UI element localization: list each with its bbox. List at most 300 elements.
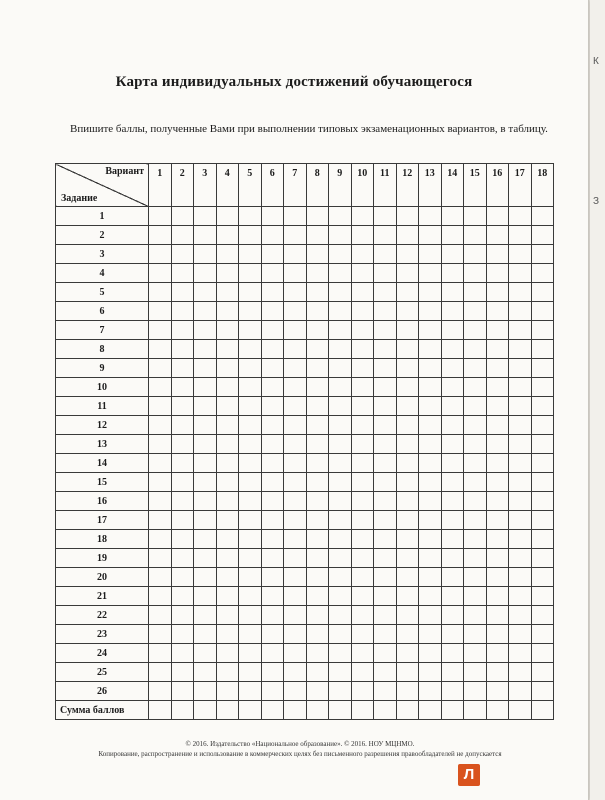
score-cell[interactable]: [396, 340, 419, 359]
score-cell[interactable]: [374, 302, 397, 321]
score-cell[interactable]: [464, 663, 487, 682]
score-cell[interactable]: [306, 644, 329, 663]
score-cell[interactable]: [216, 302, 239, 321]
score-cell[interactable]: [284, 321, 307, 340]
score-cell[interactable]: [486, 207, 509, 226]
score-cell[interactable]: [486, 473, 509, 492]
score-cell[interactable]: [149, 587, 172, 606]
score-cell[interactable]: [216, 340, 239, 359]
score-cell[interactable]: [486, 492, 509, 511]
score-cell[interactable]: [419, 454, 442, 473]
score-cell[interactable]: [396, 663, 419, 682]
score-cell[interactable]: [149, 644, 172, 663]
score-cell[interactable]: [419, 511, 442, 530]
score-cell[interactable]: [329, 625, 352, 644]
score-cell[interactable]: [441, 663, 464, 682]
score-cell[interactable]: [441, 245, 464, 264]
sum-score-cell[interactable]: [284, 701, 307, 720]
sum-score-cell[interactable]: [486, 701, 509, 720]
score-cell[interactable]: [284, 682, 307, 701]
score-cell[interactable]: [329, 549, 352, 568]
score-cell[interactable]: [351, 663, 374, 682]
score-cell[interactable]: [486, 606, 509, 625]
score-cell[interactable]: [509, 606, 532, 625]
score-cell[interactable]: [306, 302, 329, 321]
score-cell[interactable]: [486, 530, 509, 549]
score-cell[interactable]: [419, 226, 442, 245]
score-cell[interactable]: [374, 283, 397, 302]
score-cell[interactable]: [509, 625, 532, 644]
score-cell[interactable]: [306, 473, 329, 492]
score-cell[interactable]: [239, 530, 262, 549]
score-cell[interactable]: [171, 587, 194, 606]
score-cell[interactable]: [396, 321, 419, 340]
sum-score-cell[interactable]: [306, 701, 329, 720]
score-cell[interactable]: [171, 245, 194, 264]
score-cell[interactable]: [531, 397, 554, 416]
score-cell[interactable]: [329, 378, 352, 397]
score-cell[interactable]: [441, 226, 464, 245]
score-cell[interactable]: [464, 378, 487, 397]
score-cell[interactable]: [509, 492, 532, 511]
score-cell[interactable]: [306, 454, 329, 473]
score-cell[interactable]: [441, 454, 464, 473]
score-cell[interactable]: [464, 340, 487, 359]
score-cell[interactable]: [284, 492, 307, 511]
score-cell[interactable]: [441, 682, 464, 701]
score-cell[interactable]: [239, 682, 262, 701]
score-cell[interactable]: [464, 682, 487, 701]
score-cell[interactable]: [374, 207, 397, 226]
score-cell[interactable]: [171, 207, 194, 226]
score-cell[interactable]: [171, 226, 194, 245]
score-cell[interactable]: [509, 264, 532, 283]
score-cell[interactable]: [149, 492, 172, 511]
score-cell[interactable]: [486, 416, 509, 435]
score-cell[interactable]: [216, 264, 239, 283]
score-cell[interactable]: [486, 397, 509, 416]
score-cell[interactable]: [216, 378, 239, 397]
score-cell[interactable]: [149, 435, 172, 454]
score-cell[interactable]: [194, 606, 217, 625]
score-cell[interactable]: [419, 321, 442, 340]
score-cell[interactable]: [284, 397, 307, 416]
score-cell[interactable]: [419, 378, 442, 397]
score-cell[interactable]: [464, 245, 487, 264]
score-cell[interactable]: [149, 416, 172, 435]
score-cell[interactable]: [509, 587, 532, 606]
score-cell[interactable]: [284, 568, 307, 587]
score-cell[interactable]: [261, 473, 284, 492]
score-cell[interactable]: [486, 625, 509, 644]
score-cell[interactable]: [171, 682, 194, 701]
score-cell[interactable]: [351, 207, 374, 226]
score-cell[interactable]: [261, 549, 284, 568]
score-cell[interactable]: [261, 435, 284, 454]
score-cell[interactable]: [149, 340, 172, 359]
score-cell[interactable]: [351, 226, 374, 245]
score-cell[interactable]: [329, 435, 352, 454]
score-cell[interactable]: [374, 454, 397, 473]
score-cell[interactable]: [306, 397, 329, 416]
score-cell[interactable]: [171, 302, 194, 321]
score-cell[interactable]: [531, 663, 554, 682]
score-cell[interactable]: [329, 606, 352, 625]
score-cell[interactable]: [194, 226, 217, 245]
score-cell[interactable]: [171, 625, 194, 644]
score-cell[interactable]: [216, 473, 239, 492]
score-cell[interactable]: [171, 283, 194, 302]
score-cell[interactable]: [239, 473, 262, 492]
score-cell[interactable]: [306, 435, 329, 454]
score-cell[interactable]: [149, 454, 172, 473]
score-cell[interactable]: [464, 397, 487, 416]
score-cell[interactable]: [239, 226, 262, 245]
sum-score-cell[interactable]: [149, 701, 172, 720]
score-cell[interactable]: [419, 416, 442, 435]
score-cell[interactable]: [531, 549, 554, 568]
score-cell[interactable]: [284, 302, 307, 321]
score-cell[interactable]: [509, 207, 532, 226]
score-cell[interactable]: [149, 549, 172, 568]
score-cell[interactable]: [464, 587, 487, 606]
score-cell[interactable]: [441, 359, 464, 378]
score-cell[interactable]: [441, 473, 464, 492]
score-cell[interactable]: [194, 321, 217, 340]
score-cell[interactable]: [216, 663, 239, 682]
score-cell[interactable]: [239, 359, 262, 378]
score-cell[interactable]: [239, 207, 262, 226]
score-cell[interactable]: [329, 321, 352, 340]
score-cell[interactable]: [419, 340, 442, 359]
score-cell[interactable]: [509, 663, 532, 682]
score-cell[interactable]: [261, 340, 284, 359]
score-cell[interactable]: [486, 340, 509, 359]
score-cell[interactable]: [216, 207, 239, 226]
score-cell[interactable]: [284, 549, 307, 568]
score-cell[interactable]: [171, 321, 194, 340]
score-cell[interactable]: [351, 530, 374, 549]
score-cell[interactable]: [194, 644, 217, 663]
sum-score-cell[interactable]: [329, 701, 352, 720]
score-cell[interactable]: [149, 302, 172, 321]
score-cell[interactable]: [486, 359, 509, 378]
score-cell[interactable]: [396, 397, 419, 416]
score-cell[interactable]: [441, 530, 464, 549]
score-cell[interactable]: [171, 644, 194, 663]
score-cell[interactable]: [239, 492, 262, 511]
score-cell[interactable]: [194, 207, 217, 226]
score-cell[interactable]: [306, 549, 329, 568]
sum-score-cell[interactable]: [396, 701, 419, 720]
score-cell[interactable]: [419, 568, 442, 587]
score-cell[interactable]: [396, 625, 419, 644]
score-cell[interactable]: [441, 207, 464, 226]
score-cell[interactable]: [374, 511, 397, 530]
score-cell[interactable]: [374, 682, 397, 701]
score-cell[interactable]: [464, 644, 487, 663]
score-cell[interactable]: [261, 321, 284, 340]
score-cell[interactable]: [396, 682, 419, 701]
score-cell[interactable]: [171, 473, 194, 492]
score-cell[interactable]: [239, 435, 262, 454]
score-cell[interactable]: [171, 397, 194, 416]
score-cell[interactable]: [374, 245, 397, 264]
score-cell[interactable]: [329, 416, 352, 435]
score-cell[interactable]: [149, 606, 172, 625]
score-cell[interactable]: [396, 435, 419, 454]
score-cell[interactable]: [261, 245, 284, 264]
score-cell[interactable]: [441, 492, 464, 511]
score-cell[interactable]: [261, 682, 284, 701]
score-cell[interactable]: [351, 359, 374, 378]
score-cell[interactable]: [531, 340, 554, 359]
score-cell[interactable]: [329, 568, 352, 587]
score-cell[interactable]: [419, 492, 442, 511]
score-cell[interactable]: [171, 549, 194, 568]
score-cell[interactable]: [149, 473, 172, 492]
score-cell[interactable]: [486, 454, 509, 473]
score-cell[interactable]: [216, 416, 239, 435]
score-cell[interactable]: [351, 454, 374, 473]
score-cell[interactable]: [374, 397, 397, 416]
score-cell[interactable]: [329, 587, 352, 606]
score-cell[interactable]: [171, 663, 194, 682]
score-cell[interactable]: [261, 492, 284, 511]
score-cell[interactable]: [351, 245, 374, 264]
score-cell[interactable]: [171, 568, 194, 587]
score-cell[interactable]: [531, 492, 554, 511]
score-cell[interactable]: [149, 321, 172, 340]
score-cell[interactable]: [374, 416, 397, 435]
score-cell[interactable]: [329, 473, 352, 492]
score-cell[interactable]: [306, 226, 329, 245]
sum-score-cell[interactable]: [441, 701, 464, 720]
score-cell[interactable]: [351, 492, 374, 511]
score-cell[interactable]: [531, 226, 554, 245]
score-cell[interactable]: [464, 492, 487, 511]
score-cell[interactable]: [329, 340, 352, 359]
score-cell[interactable]: [261, 416, 284, 435]
score-cell[interactable]: [486, 644, 509, 663]
score-cell[interactable]: [261, 378, 284, 397]
score-cell[interactable]: [149, 663, 172, 682]
score-cell[interactable]: [306, 625, 329, 644]
score-cell[interactable]: [374, 321, 397, 340]
score-cell[interactable]: [531, 454, 554, 473]
score-cell[interactable]: [239, 264, 262, 283]
score-cell[interactable]: [351, 378, 374, 397]
score-cell[interactable]: [306, 568, 329, 587]
sum-score-cell[interactable]: [194, 701, 217, 720]
score-cell[interactable]: [531, 416, 554, 435]
score-cell[interactable]: [216, 321, 239, 340]
score-cell[interactable]: [396, 511, 419, 530]
score-cell[interactable]: [509, 302, 532, 321]
score-cell[interactable]: [419, 302, 442, 321]
score-cell[interactable]: [509, 435, 532, 454]
score-cell[interactable]: [329, 359, 352, 378]
score-cell[interactable]: [261, 226, 284, 245]
score-cell[interactable]: [531, 606, 554, 625]
score-cell[interactable]: [374, 606, 397, 625]
score-cell[interactable]: [351, 397, 374, 416]
score-cell[interactable]: [419, 207, 442, 226]
score-cell[interactable]: [306, 682, 329, 701]
score-cell[interactable]: [374, 359, 397, 378]
score-cell[interactable]: [329, 682, 352, 701]
score-cell[interactable]: [396, 302, 419, 321]
score-cell[interactable]: [441, 397, 464, 416]
score-cell[interactable]: [329, 302, 352, 321]
score-cell[interactable]: [239, 397, 262, 416]
score-cell[interactable]: [419, 435, 442, 454]
score-cell[interactable]: [464, 530, 487, 549]
score-cell[interactable]: [531, 302, 554, 321]
score-cell[interactable]: [194, 511, 217, 530]
score-cell[interactable]: [351, 644, 374, 663]
score-cell[interactable]: [284, 473, 307, 492]
score-cell[interactable]: [171, 454, 194, 473]
score-cell[interactable]: [216, 454, 239, 473]
score-cell[interactable]: [239, 321, 262, 340]
score-cell[interactable]: [194, 625, 217, 644]
score-cell[interactable]: [464, 283, 487, 302]
score-cell[interactable]: [531, 625, 554, 644]
score-cell[interactable]: [239, 302, 262, 321]
score-cell[interactable]: [464, 264, 487, 283]
score-cell[interactable]: [306, 530, 329, 549]
score-cell[interactable]: [239, 245, 262, 264]
score-cell[interactable]: [396, 245, 419, 264]
score-cell[interactable]: [509, 226, 532, 245]
score-cell[interactable]: [239, 587, 262, 606]
score-cell[interactable]: [464, 435, 487, 454]
sum-score-cell[interactable]: [531, 701, 554, 720]
score-cell[interactable]: [261, 663, 284, 682]
score-cell[interactable]: [419, 397, 442, 416]
score-cell[interactable]: [486, 682, 509, 701]
score-cell[interactable]: [351, 549, 374, 568]
score-cell[interactable]: [216, 397, 239, 416]
score-cell[interactable]: [171, 359, 194, 378]
score-cell[interactable]: [509, 359, 532, 378]
score-cell[interactable]: [486, 226, 509, 245]
score-cell[interactable]: [284, 454, 307, 473]
score-cell[interactable]: [509, 511, 532, 530]
score-cell[interactable]: [396, 454, 419, 473]
score-cell[interactable]: [441, 625, 464, 644]
score-cell[interactable]: [374, 568, 397, 587]
score-cell[interactable]: [306, 492, 329, 511]
score-cell[interactable]: [194, 454, 217, 473]
score-cell[interactable]: [374, 435, 397, 454]
score-cell[interactable]: [396, 473, 419, 492]
score-cell[interactable]: [509, 530, 532, 549]
score-cell[interactable]: [509, 644, 532, 663]
score-cell[interactable]: [486, 302, 509, 321]
score-cell[interactable]: [284, 511, 307, 530]
score-cell[interactable]: [351, 416, 374, 435]
sum-score-cell[interactable]: [464, 701, 487, 720]
score-cell[interactable]: [239, 549, 262, 568]
score-cell[interactable]: [216, 492, 239, 511]
score-cell[interactable]: [149, 207, 172, 226]
score-cell[interactable]: [239, 568, 262, 587]
score-cell[interactable]: [486, 568, 509, 587]
score-cell[interactable]: [194, 682, 217, 701]
score-cell[interactable]: [261, 568, 284, 587]
score-cell[interactable]: [464, 568, 487, 587]
score-cell[interactable]: [374, 340, 397, 359]
score-cell[interactable]: [306, 283, 329, 302]
score-cell[interactable]: [261, 530, 284, 549]
score-cell[interactable]: [149, 625, 172, 644]
score-cell[interactable]: [509, 568, 532, 587]
score-cell[interactable]: [149, 359, 172, 378]
score-cell[interactable]: [509, 473, 532, 492]
score-cell[interactable]: [531, 207, 554, 226]
score-cell[interactable]: [306, 321, 329, 340]
score-cell[interactable]: [464, 226, 487, 245]
score-cell[interactable]: [509, 245, 532, 264]
score-cell[interactable]: [486, 264, 509, 283]
score-cell[interactable]: [464, 549, 487, 568]
score-cell[interactable]: [149, 397, 172, 416]
score-cell[interactable]: [216, 245, 239, 264]
score-cell[interactable]: [419, 606, 442, 625]
score-cell[interactable]: [509, 454, 532, 473]
score-cell[interactable]: [171, 530, 194, 549]
score-cell[interactable]: [486, 378, 509, 397]
score-cell[interactable]: [149, 568, 172, 587]
score-cell[interactable]: [464, 511, 487, 530]
score-cell[interactable]: [464, 302, 487, 321]
score-cell[interactable]: [374, 226, 397, 245]
score-cell[interactable]: [531, 378, 554, 397]
score-cell[interactable]: [149, 245, 172, 264]
score-cell[interactable]: [351, 473, 374, 492]
score-cell[interactable]: [419, 644, 442, 663]
score-cell[interactable]: [284, 663, 307, 682]
score-cell[interactable]: [284, 340, 307, 359]
score-cell[interactable]: [261, 302, 284, 321]
sum-score-cell[interactable]: [171, 701, 194, 720]
score-cell[interactable]: [396, 264, 419, 283]
score-cell[interactable]: [149, 283, 172, 302]
score-cell[interactable]: [149, 530, 172, 549]
score-cell[interactable]: [239, 283, 262, 302]
score-cell[interactable]: [419, 283, 442, 302]
score-cell[interactable]: [351, 283, 374, 302]
score-cell[interactable]: [306, 511, 329, 530]
score-cell[interactable]: [171, 435, 194, 454]
score-cell[interactable]: [531, 359, 554, 378]
score-cell[interactable]: [329, 644, 352, 663]
score-cell[interactable]: [194, 378, 217, 397]
score-cell[interactable]: [239, 606, 262, 625]
score-cell[interactable]: [441, 321, 464, 340]
score-cell[interactable]: [419, 549, 442, 568]
score-cell[interactable]: [441, 549, 464, 568]
score-cell[interactable]: [419, 587, 442, 606]
score-cell[interactable]: [509, 340, 532, 359]
score-cell[interactable]: [149, 682, 172, 701]
score-cell[interactable]: [396, 207, 419, 226]
score-cell[interactable]: [396, 378, 419, 397]
score-cell[interactable]: [374, 644, 397, 663]
score-cell[interactable]: [171, 606, 194, 625]
